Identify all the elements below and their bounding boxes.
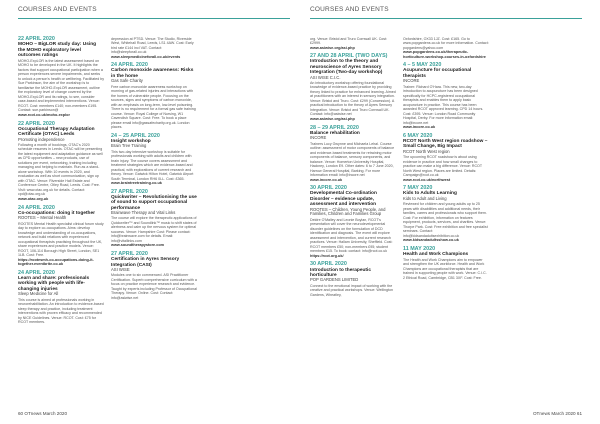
events-column-3 (310, 36, 396, 408)
event-entry (18, 36, 104, 118)
event-link[interactable]: https://rcot.org.uk/ (310, 253, 344, 258)
event-title: Insight workshop (111, 138, 151, 144)
event-title: Developmental Co-ordination Disorder – evidence update, assessment and intervention (310, 191, 377, 208)
event-date: 4 – 5 MAY 2020 (403, 62, 442, 69)
event-link[interactable]: www.rcot.co.uk/northwest (403, 177, 451, 182)
event-description: Following a month of bookings, OTAC's 2020 schedule resumes in Leeds. OTAC will be presenting the latest equipment and adaptation guidance as well as CPD opportunities – new products, use of solutions per event, networking, training including managing and helping to maintain. Run as a stand-alone workshop. With 10 events in 2020, and evaluation as well as short communication, sign up with OTAC. Venue: Riverside Hall Estate and Conference Centre, Otley Road, Leeds. Cost: Free. Visit: www.otac.org.uk for details. Contact: cpd@otac.org.uk (18, 142, 103, 197)
event-entry (18, 270, 104, 325)
event-organiser: INCORE (403, 78, 420, 84)
event-entry (111, 37, 197, 60)
event-organiser: Kids to Adult and Living (403, 195, 447, 201)
event-description: Trainer: Richard O'Hara. This new, two-day introduction to acupuncture has been designed specifically for HCPC-registered occupational therapists and enables them to apply basic acupuncture in practice. This course has been awarded RCOT approved learning. CPD 14 hours. Cost: £395. Venue: London Road Community Hospital, Derby. For more information email: info@incore.net (403, 84, 484, 125)
event-title: Quickwriter – Revolutionising the use of sound to support occupational performance (111, 194, 197, 211)
event-description: The Health and Work Champions aim to empower and strengthen the UK workforce. Health and Work Champions are occupational therapists that are trained in supporting people with work. Venue: C.I.C. 2 Ethical Road, Cambridge, CB1 3XF. Cost: Free. (403, 257, 487, 280)
event-entry (403, 133, 489, 183)
event-date: 6 MAY 2020 (403, 132, 433, 139)
event-link[interactable]: https://rootesmh-co-occupations-doing-it-together.eventbrite.co.uk (18, 257, 94, 267)
header-rule-right (310, 18, 582, 19)
page-footer-right: OTnews March 2020 61 (532, 411, 582, 416)
event-title: Introduction to the theory and neuroscience of Ayres Sensory Integration (Two-day workshop) (310, 59, 383, 76)
event-date: 11 MAY 2020 (403, 245, 436, 252)
event-entry (111, 62, 197, 129)
page-footer-left: 60 OTnews March 2020 (18, 411, 68, 416)
event-organiser: ASI WISE (111, 267, 130, 273)
event-organiser: RCOT North West region (403, 148, 450, 154)
event-title: Co-occupations: doing it together (18, 210, 96, 216)
event-title: Occupational Therapy Adaptation Certificate (OTAC) Leeds (18, 126, 95, 138)
event-entry (310, 261, 396, 297)
event-entry (18, 205, 104, 267)
events-column-1 (18, 36, 104, 408)
event-link[interactable]: www.incore.co.uk (310, 177, 343, 182)
header-rule-left (18, 18, 290, 19)
event-link[interactable]: www.soundtherapystore.com (111, 243, 165, 248)
event-link[interactable]: www.asiwise.org/asi.php (310, 45, 355, 50)
event-description: depression at PTSD. Venue: The Studio, Riverside West, Whitehall Road, Leeds, LS1 4AW. Cost: Early bird rate £144 incl VAT. Contact: info@sleepforall.co.uk (111, 36, 194, 54)
event-description: Free carbon monoxide awareness workshop on morning of gas-related injuries and interactions with the homes of vulnerable people. Focusing on the sources, signs and symptoms of carbon monoxide, with an emphasis on long-term, low-level poisoning. There is no requirement for a formal gas safe training course. Venue: Royal College of Nursing, W1 Cavendish Square. Cost: Free. To book a place please email info@gassafecharity.org.uk. London places. (111, 84, 196, 130)
event-entry (310, 185, 396, 258)
event-description: Oxfordshire, OX33 1JZ. Cost: £165. Go to www.popgardens.co.uk for more information. Contact: popgardens@yahoo.com (403, 36, 489, 50)
event-title: Balance rehabilitation (310, 130, 360, 136)
event-title: Introduction to therapeutic horticulture (310, 267, 372, 279)
event-title: Carbon monoxide awareness: Risks in the home (111, 68, 194, 79)
event-date: 7 MAY 2020 (403, 185, 433, 192)
event-organiser: ROOTES – Children, Young People, and Families, Children and Families Group (310, 206, 386, 217)
event-date: 27 APRIL 2020 (111, 188, 148, 195)
event-link[interactable]: www.braintreetraining.co.uk (111, 181, 162, 186)
event-title: Acupuncture for occupational therapists (403, 68, 472, 79)
event-link[interactable]: www.popgardens.co.uk/therapeutic-horticulture-workshop-courses-in-oxfordshire (403, 50, 486, 59)
page-header-left: COURSES AND EVENTS (18, 6, 97, 13)
event-link[interactable]: www.rcot.co.uk/moho-explor (18, 112, 70, 117)
event-entry (111, 189, 197, 248)
event-organiser: Brain Tree Training (111, 143, 147, 149)
event-link[interactable]: www.asiwise.org/asi.php (310, 116, 355, 121)
event-organiser: POP GARDENS LIMITED (310, 277, 359, 283)
event-title: Health and Work Champions (403, 252, 469, 258)
event-title: RCOT North West region roadshow – Small Change, Big Impact (403, 138, 488, 150)
event-organiser: Brainwave Therapy and Vital Links (111, 210, 176, 216)
event-title: MOHO – BigLOR study day: Using the MOHO exploratory level outcomes ratings (18, 42, 97, 59)
event-date: 24 APRIL 2020 (111, 62, 148, 69)
event-date: 27 APRIL 2020 (111, 251, 148, 258)
event-link[interactable]: www.kidsandadultsshow.co.uk (403, 238, 459, 243)
event-description: This two-day intensive workshop is suitable for professionals working with adults and children with brain injury. The course covers assessment and treatment strategies which are evidence-based and practical, with explorations of current research and theory. Venue: Gatwick Hilton Hotel, Gatwick Airport South Terminal, London RH6 0LL. Cost: £365. (111, 149, 194, 181)
event-description: Trainers Lucy Gwynne and Michaela Lehal. Course outline: assessment of motor components of balance and evidence-based treatments for retraining motor components of balance, sensory components, and balance. Venue: Homerton University Hospital, Hackney, London E9. Other dates: 6 to 7 June 2020, Harrow General Hospital, Barking. For more information email: info@incore.net (310, 141, 395, 178)
event-description: The upcoming RCOT roadshow is about using evidence in practice and how small changes to practice can make a big difference. Venue: RCOT North West region. Places are limited. Details: Campaign@rcot.co.uk (403, 155, 482, 178)
page-header-right: COURSES AND EVENTS (310, 6, 389, 13)
event-description: Reviewed for children and young adults up to 25 years with disabilities and additional needs, their families, carers and professionals who support them. Cost: For exhibition, information on features equipment, products, services, and charities. Venue: Thorpe Park. Cost: Free exhibition and free specialist seminars. Contact: info@kidsandadultsexhibition.co.uk (403, 202, 488, 238)
event-entry (111, 133, 197, 186)
event-date: 28 – 29 APRIL 2020 (310, 124, 359, 131)
event-description: An introductory workshop offering foundational knowledge of evidence-based practice by providing theory linked to practice for enhanced learning. Aimed at practitioners with an interest in sensory integration. Venue: Bristol and Truro. Cost: £299 (Concession). A practical introduction to the theory of Ayres Sensory Integration. Venue: Bristol and Truro Cornwall UK. Contact: info@asiwise.net (310, 80, 396, 117)
event-link[interactable]: www.sleepmedicineforall.co.uk/events (111, 54, 181, 59)
event-date: 27 AND 28 APRIL (TWO DAYS) (310, 53, 388, 60)
event-organiser: ROOTES – Mental Health (18, 215, 67, 221)
event-entry (403, 246, 489, 281)
event-link[interactable]: www.otac.org.uk (18, 196, 49, 201)
event-date: 22 APRIL 2020 (18, 120, 55, 127)
event-organiser: ASI WISE C.I.C. (310, 74, 341, 80)
event-entry (310, 53, 396, 121)
event-entry (310, 125, 396, 183)
event-date: 24 – 25 APRIL 2020 (111, 132, 160, 139)
event-description: ROOTES Mental Health specialist clinical forum study day to explore co-occupations. Aims: develop knowledge and understanding of co-occupations, network and build relations with experienced occupational therapists practising throughout the UK, share experiences and practice models. Venue: ROOT, 106-114 Borough High Street, London, SE1 1LB. Cost: Free. (18, 221, 104, 258)
event-title: Certification in Ayres Sensory Integration (CASI) (111, 257, 180, 268)
event-date: 22 APRIL 2020 (18, 36, 55, 42)
event-title: Learn and share: professionals working with people with life-changing injuries (18, 275, 90, 292)
event-entry (111, 251, 197, 300)
event-entry (18, 121, 104, 202)
event-date: 24 APRIL 2020 (18, 269, 55, 276)
event-date: 24 APRIL 2020 (18, 204, 55, 211)
event-organiser: Promoting independence (18, 136, 65, 142)
event-entry (310, 37, 396, 51)
event-date: 30 APRIL 2020 (310, 261, 347, 268)
event-description: Connect to the emotional impact of working with the creative and practical workshops. Venue: Wellington Gardens, Wheatley, (310, 283, 394, 297)
event-organiser: INCORE (310, 135, 327, 141)
event-description: This course is aimed at professionals working in neurorehabilitation. An introduction to evidence-based sleep therapy and practice, including treatment interventions with proven efficacy and recommended by NICE Guidelines. Venue: RCOT. Cost: £75 for RCOT members. (18, 297, 104, 325)
event-description: Deidre O'Malley and Leonie Boylan, RCOT's presentation will cover the neurodevelopmental disorder guidelines on the formulation of DCD identification and diagnosis. The event will explore assessment and intervention, and current research practices. Venue: Hallam University, Sheffield. Cost: RCOT members £50; non-members £95; student members £15. To book: contact: info@rcot.co.uk (310, 217, 393, 254)
event-title: Kids to Adults Learning (403, 191, 457, 197)
event-description: org. Venue: Bristol and Truro Cornwall UK. Cost: £2999. (310, 36, 388, 45)
events-column-4 (403, 36, 489, 408)
events-column-2 (111, 36, 197, 408)
event-link[interactable]: www.incore.co.uk (403, 125, 436, 130)
event-entry (403, 185, 489, 243)
event-entry (403, 37, 489, 60)
event-organiser: Sleep Medicine for All (18, 291, 59, 297)
event-description: The course will explore the therapeutic applications of Quickwriter™ and Soundlink™ music to shift states of alertness and calm up the nervous system for optimal success. Venue: Hampshire Cost: Please contact: info@brainwave.com for details. Email: info@vitallinks.com (111, 216, 197, 243)
event-organiser: Gas Safe Charity (111, 78, 143, 84)
event-description: Modules one to six commenced. ASI Practitioner Certification. Superb comprehensive curriculum with a focus on practice experience research and evidence. Taught by experts including Professor of Occupational Therapy. Venue: Online. Cost: Contact: info@asiwise.net (111, 273, 197, 300)
event-description: MOHO-ExpLOR is the latest assessment based on MOHO to be developed in the UK. It highlights the factors that support occupational participation when a person experiences severe impairments, and seeks to unlock a person's health or wellbeing. Facilitated by Sue Parkinson, the aim of the workshop is to familiarise the MOHO-ExpLOR assessment, outline the exploratory level of change covered by the MOHO-ExpLOR and its ratings, to see, consider case-based and implemented interventions. Venue: RCOT. Cost: members £140; non-members £195. Contact: sue.parkinson@ (18, 58, 104, 113)
event-entry (403, 62, 489, 130)
event-date: 30 APRIL 2020 (310, 185, 347, 192)
